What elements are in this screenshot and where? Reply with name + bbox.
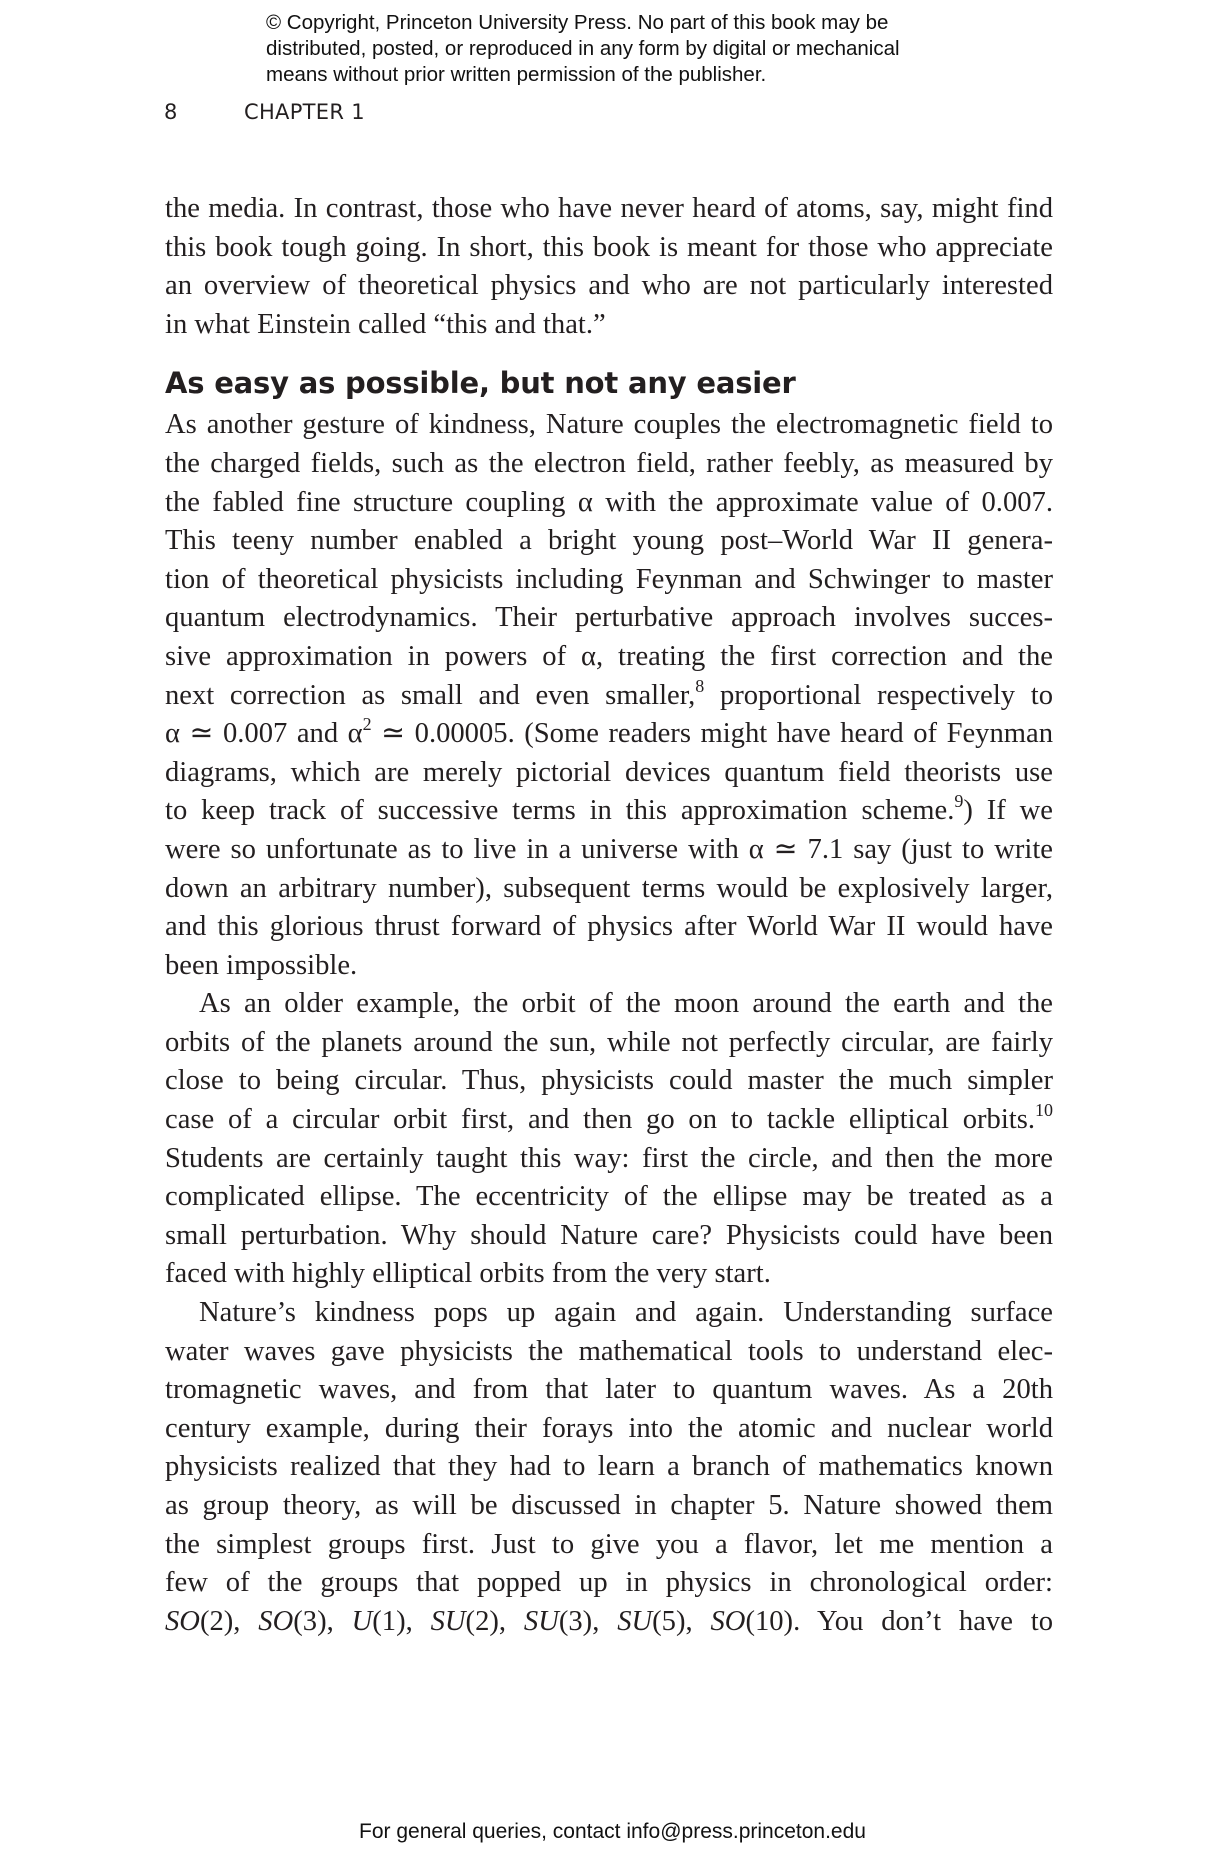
- text-line: in what Einstein called “this and that.”: [165, 308, 606, 340]
- text-line: as group theory, as will be discussed in chapter 5. Nature showed them: [165, 1490, 1053, 1521]
- text-line: and this glorious thrust forward of physics after World War II would have: [165, 911, 1053, 943]
- text-line: close to being circular. Thus, physicists could master the much simpler: [165, 1065, 1053, 1097]
- copyright-line: distributed, posted, or reproduced in any form by digital or mechanical: [266, 37, 900, 60]
- running-head: [164, 98, 365, 126]
- text-line: an overview of theoretical physics and who are not particularly interested: [165, 270, 1053, 302]
- text-fragment: ) If we: [963, 795, 1053, 827]
- group-name: SO: [165, 1605, 200, 1637]
- group-dimension: (3): [293, 1605, 327, 1637]
- paragraph-orbits: [165, 985, 1053, 1294]
- text-line: century example, during their forays into the atomic and nuclear world: [165, 1412, 1053, 1444]
- group-name: U: [351, 1605, 373, 1637]
- text-line: sive approximation in powers of α, treating the first correction and the: [165, 640, 1053, 672]
- text-line: complicated ellipse. The eccentricity of the ellipse may be treated as a: [165, 1181, 1053, 1213]
- text-line: the charged fields, such as the electron field, rather feebly, as measured by: [165, 447, 1053, 479]
- text-line: physicists realized that they had to learn a branch of mathematics known: [165, 1451, 1053, 1483]
- group-dimension: (3): [558, 1605, 593, 1637]
- text-line: this book tough going. In short, this book is meant for those who appreciate: [165, 231, 1053, 263]
- paragraph-intro: [165, 190, 1053, 344]
- group-symbol: [710, 1606, 793, 1637]
- group-dimension: (1): [372, 1605, 406, 1637]
- text-line: faced with highly elliptical orbits from the very start.: [165, 1258, 771, 1290]
- text-fragment: case of a circular orbit first, and then go on to tackle elliptical orbits.: [165, 1104, 1035, 1136]
- exponent: 2: [362, 714, 372, 735]
- group-symbol: [617, 1606, 685, 1637]
- text-line: the fabled fine structure coupling α with the approximate value of 0.007.: [165, 486, 1053, 518]
- text-line: the simplest groups first. Just to give you a flavor, let me mention a: [165, 1528, 1053, 1560]
- chapter-label: CHAPTER 1: [244, 100, 365, 124]
- footnote-ref-9[interactable]: 9: [954, 791, 964, 812]
- footnote-ref-8[interactable]: 8: [695, 675, 705, 696]
- group-symbol: [258, 1606, 326, 1637]
- footnote-ref-10[interactable]: 10: [1035, 1100, 1053, 1121]
- text-line: were so unfortunate as to live in a universe with α ≃ 7.1 say (just to write: [165, 833, 1053, 865]
- group-name: SO: [258, 1605, 294, 1637]
- text-line: This teeny number enabled a bright young post–World War II genera-: [165, 525, 1053, 557]
- text-line: tion of theoretical physicists including Feynman and Schwinger to master: [165, 563, 1053, 595]
- footer-contact: For general queries, contact info@press.princeton.edu: [359, 1820, 866, 1843]
- group-symbol: [524, 1606, 592, 1637]
- text-line: [165, 677, 1053, 716]
- text-line: Students are certainly taught this way: first the circle, and then the more: [165, 1142, 1053, 1174]
- page-number: 8: [164, 100, 178, 124]
- text-line: As an older example, the orbit of the moon around the earth and the: [199, 988, 1053, 1020]
- group-dimension: (2): [465, 1605, 499, 1637]
- text-line: quantum electrodynamics. Their perturbative approach involves succes-: [165, 602, 1053, 634]
- text-line: [165, 715, 1053, 754]
- body-text: [165, 190, 1053, 1641]
- group-symbol: [352, 1606, 406, 1637]
- copyright-notice: [266, 10, 1026, 88]
- group-dimension: (10): [745, 1605, 794, 1637]
- text-line: tromagnetic waves, and from that later to quantum waves. As a 20th: [165, 1374, 1053, 1406]
- group-name: SU: [523, 1605, 559, 1637]
- text-fragment: α ≃ 0.007 and α: [165, 718, 363, 750]
- group-name: SO: [710, 1605, 746, 1637]
- copyright-line: means without prior written permission of the publisher.: [266, 63, 767, 86]
- text-line: been impossible.: [165, 949, 358, 981]
- group-symbol: [165, 1606, 233, 1637]
- section-heading: As easy as possible, but not any easier: [165, 366, 796, 401]
- text-line: [165, 792, 1053, 831]
- text-fragment: proportional respectively to: [704, 679, 1053, 711]
- text-line: water waves gave physicists the mathematical tools to understand elec-: [165, 1335, 1053, 1367]
- text-line: diagrams, which are merely pictorial devices quantum field theorists use: [165, 756, 1053, 788]
- group-dimension: (5): [652, 1605, 686, 1637]
- text-line: few of the groups that popped up in physics in chronological order:: [165, 1567, 1053, 1599]
- text-fragment: to keep track of successive terms in this approximation scheme.: [165, 795, 955, 827]
- text-line: [165, 1101, 1053, 1140]
- group-symbol: [431, 1606, 499, 1637]
- text-line: the media. In contrast, those who have never heard of atoms, say, might find: [165, 193, 1053, 224]
- text-line: orbits of the planets around the sun, while not perfectly circular, are fairly: [165, 1026, 1053, 1058]
- group-list-line: SO(2), SO(3), U(1), SU(2), SU(3), SU(5), SO(10). You don’t have to: [165, 1605, 1054, 1637]
- group-name: SU: [430, 1605, 466, 1637]
- text-line: down an arbitrary number), subsequent terms would be explosively larger,: [165, 872, 1053, 904]
- text-fragment: . You don’t have to: [793, 1605, 1054, 1637]
- text-fragment: ≃ 0.00005. (Some readers might have heard of Feynman: [371, 718, 1053, 750]
- group-name: SU: [617, 1605, 653, 1637]
- paragraph-group-theory: [165, 1294, 1053, 1641]
- paragraph-fine-structure: [165, 406, 1053, 985]
- text-line: Nature’s kindness pops up again and again. Understanding surface: [199, 1297, 1053, 1329]
- group-dimension: (2): [199, 1605, 234, 1637]
- text-line: small perturbation. Why should Nature care? Physicists could have been: [165, 1219, 1053, 1251]
- text-line: As another gesture of kindness, Nature couples the electromagnetic field to: [165, 409, 1053, 441]
- text-fragment: next correction as small and even smaller,: [165, 679, 696, 711]
- copyright-line: © Copyright, Princeton University Press. No part of this book may be: [266, 11, 889, 34]
